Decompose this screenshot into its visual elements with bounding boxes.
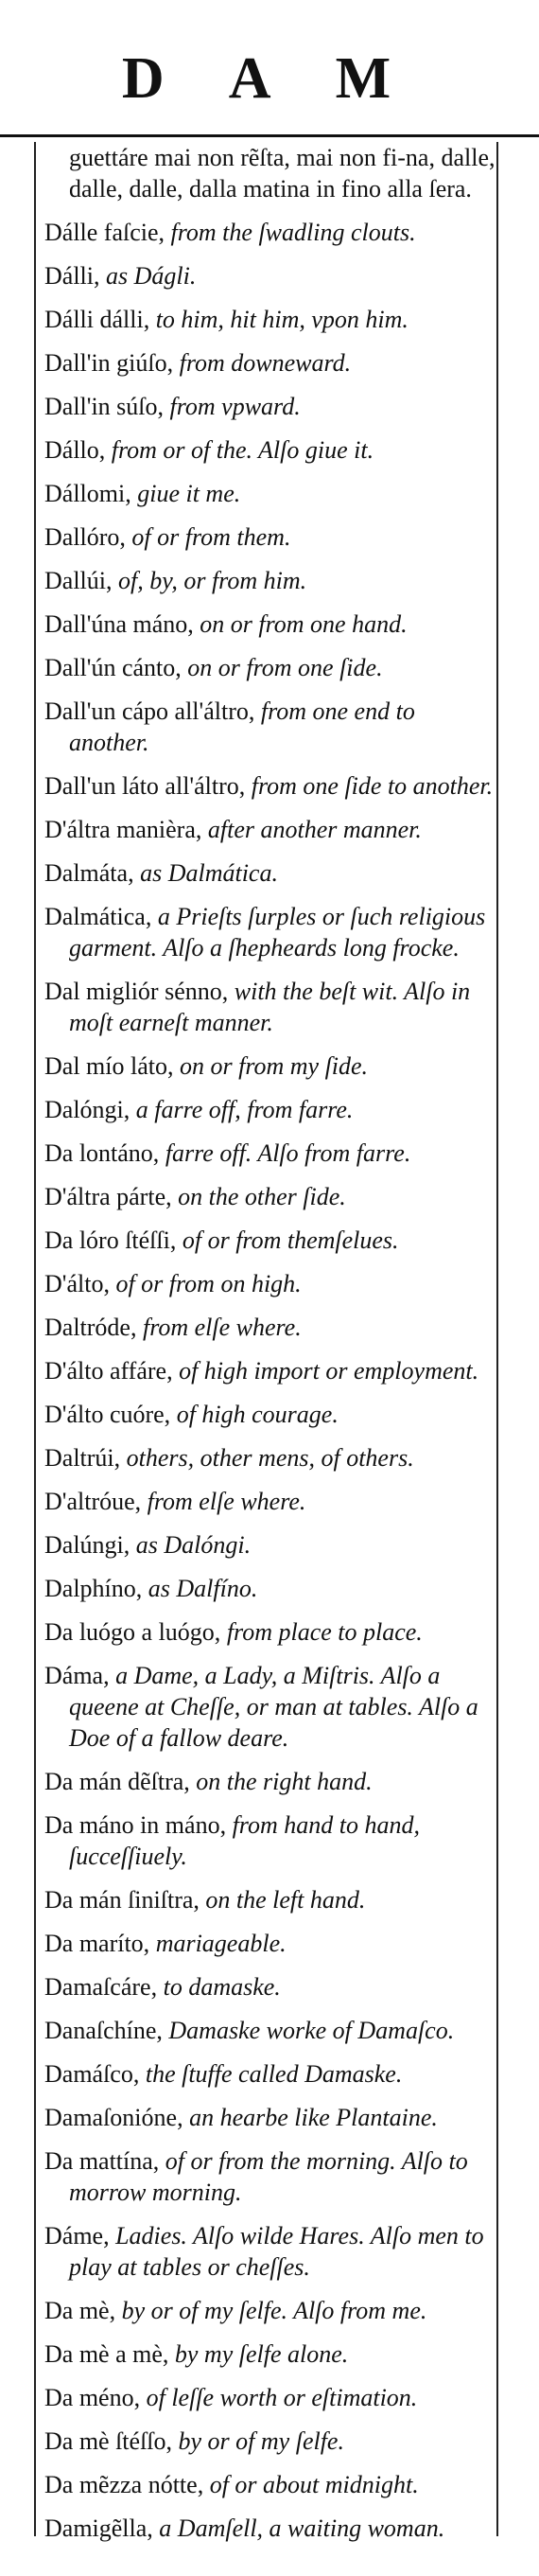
dictionary-entry (44, 609, 496, 640)
entry-definition: a Damſell, a waiting woman. (159, 2514, 445, 2542)
dictionary-entry (44, 2015, 496, 2046)
entry-headword: Dal migliór sénno, (44, 978, 229, 1005)
entry-headword: Da máno in máno, (44, 1811, 227, 1839)
dictionary-entry (44, 1094, 496, 1125)
entry-definition: a Dame, a Lady, a Miſtris. Alſo a queene at Cheſſe, or man at tables. Alſo a Doe of a fallow deare. (69, 1662, 478, 1752)
entry-headword: Da mẽzza nótte, (44, 2471, 204, 2498)
entry-headword: Dallúi, (44, 567, 113, 594)
dictionary-entry (44, 1050, 496, 1082)
entry-definition: from downeward. (179, 349, 352, 377)
entry-definition: of or from on high. (115, 1270, 302, 1297)
entry-definition: of, by, or from him. (118, 567, 307, 594)
entry-definition: to damaske. (163, 1973, 281, 2001)
entry-definition: from elſe where. (142, 1314, 302, 1341)
dictionary-entry (44, 1529, 496, 1561)
entry-definition: from one end to another. (69, 697, 415, 756)
dictionary-entry (44, 2469, 496, 2500)
dictionary-entry (44, 260, 496, 291)
dictionary-entry (44, 391, 496, 422)
entry-definition: farre off. Alſo from farre. (165, 1139, 411, 1167)
entry-definition: from vpward. (169, 393, 301, 420)
dictionary-entry (44, 2382, 496, 2413)
dictionary-entry (44, 2295, 496, 2326)
dictionary-entry (44, 2338, 496, 2370)
entry-definition: from or of the. Alſo giue it. (111, 436, 374, 464)
entry-definition: as Dalóngi. (135, 1531, 252, 1559)
entry-definition: giue it me. (137, 480, 241, 507)
entry-headword: Damigẽlla, (44, 2514, 153, 2542)
entry-definition: on or from one hand. (200, 610, 408, 638)
dictionary-entry (44, 770, 496, 802)
entry-headword: D'álto, (44, 1270, 110, 1297)
dictionary-entry (44, 696, 496, 758)
entry-headword: D'álto affáre, (44, 1357, 173, 1385)
entry-definition: of or from themſelues. (182, 1226, 399, 1254)
dictionary-entry (44, 347, 496, 379)
entry-definition: with the beſt wit. Alſo in moſt earneſt manner. (69, 978, 471, 1036)
dictionary-entry (44, 1971, 496, 2003)
entry-definition: of or about midnight. (209, 2471, 419, 2498)
entry-definition: of or from the morning. Alſo to morrow morning. (69, 2147, 468, 2206)
dictionary-entry (44, 1181, 496, 1212)
entry-headword: Da mè ſtéſſo, (44, 2427, 173, 2455)
column-rule-left (34, 142, 36, 2536)
dictionary-entry (44, 521, 496, 553)
entry-headword: Dall'un láto all'áltro, (44, 772, 246, 800)
entry-headword: Dall'úna máno, (44, 610, 194, 638)
entry-headword: Dálli dálli, (44, 306, 150, 333)
entry-definition: of leſſe worth or eſtimation. (146, 2384, 418, 2411)
entry-headword: Dall'ún cánto, (44, 654, 182, 681)
entry-definition: on the left hand. (205, 1886, 366, 1914)
entry-headword: Da mattína, (44, 2147, 160, 2175)
dictionary-entry (44, 857, 496, 889)
entry-headword: Da lóro ſtéſſi, (44, 1226, 177, 1254)
entry-definition: from place to place. (226, 1618, 423, 1646)
dictionary-entry (44, 478, 496, 509)
entry-headword: Da mè a mè, (44, 2340, 169, 2368)
entry-definition: as Dágli. (106, 262, 197, 290)
entry-definition: by or of my ſelfe. (178, 2427, 344, 2455)
entry-definition: from the ſwadling clouts. (170, 219, 416, 246)
entry-headword: Dáma, (44, 1662, 110, 1689)
dictionary-entry (44, 1486, 496, 1517)
entry-definition: of or from them. (131, 523, 291, 551)
dictionary-entry (44, 217, 496, 248)
entry-headword: Da maríto, (44, 1930, 150, 1957)
entry-headword: Da mán ſiniſtra, (44, 1886, 200, 1914)
entry-definition: Damaske worke of Damaſco. (168, 2017, 455, 2044)
dictionary-entry (44, 1660, 496, 1754)
page-header-title: D A M (121, 46, 418, 111)
dictionary-entry (44, 814, 496, 845)
dictionary-entry (44, 1442, 496, 1473)
column-rule-right (496, 142, 498, 2536)
entry-headword: Dállo, (44, 436, 106, 464)
dictionary-entry (44, 1399, 496, 1430)
dictionary-entry (44, 304, 496, 335)
entry-headword: Da méno, (44, 2384, 141, 2411)
entry-definition: an hearbe like Plantaine. (189, 2104, 438, 2131)
entry-headword: Dalmática, (44, 903, 152, 930)
entry-headword: Daltróde, (44, 1314, 137, 1341)
entry-headword: Dal mío láto, (44, 1052, 174, 1080)
entry-definition: after another manner. (207, 816, 422, 843)
entry-headword: Dalúngi, (44, 1531, 130, 1559)
dictionary-entry (44, 1355, 496, 1386)
entry-headword: Dall'un cápo all'áltro, (44, 697, 255, 725)
dictionary-entry (44, 901, 496, 963)
dictionary-entry (44, 976, 496, 1038)
dictionary-entry (44, 2102, 496, 2133)
entry-list (44, 142, 496, 2544)
entry-definition: others, other mens, of others. (126, 1444, 414, 1472)
entry-column (44, 142, 496, 2556)
dictionary-entry (44, 142, 496, 204)
dictionary-entry (44, 1616, 496, 1648)
entry-headword: Dall'in súſo, (44, 393, 165, 420)
dictionary-entry (44, 1809, 496, 1872)
dictionary-entry (44, 1928, 496, 1959)
dictionary-entry (44, 1884, 496, 1915)
entry-headword: Da mán dẽſtra, (44, 1768, 190, 1795)
dictionary-entry (44, 565, 496, 596)
dictionary-entry (44, 2220, 496, 2283)
entry-headword: Dall'in giúſo, (44, 349, 174, 377)
entry-definition: as Dalmática. (140, 859, 278, 887)
entry-headword: Dallóro, (44, 523, 126, 551)
dictionary-entry (44, 1573, 496, 1604)
entry-headword: Dalphíno, (44, 1575, 143, 1602)
entry-definition: the ſtuffe called Damaske. (145, 2060, 403, 2088)
entry-definition: from hand to hand, ſucceſſiuely. (69, 1811, 420, 1870)
dictionary-entry (44, 2426, 496, 2457)
entry-definition: from elſe where. (147, 1488, 306, 1515)
dictionary-entry (44, 652, 496, 683)
dictionary-entry (44, 1138, 496, 1169)
entry-headword: Dállomi, (44, 480, 131, 507)
entry-definition: a farre off, from farre. (135, 1096, 354, 1123)
entry-definition: by or of my ſelfe. Alſo from me. (121, 2297, 427, 2324)
entry-definition: a Prieſts ſurples or ſuch religious garment. Alſo a ſhepheards long frocke. (69, 903, 486, 962)
entry-headword: Damaſonióne, (44, 2104, 183, 2131)
entry-definition: on or from my ſide. (179, 1052, 369, 1080)
entry-definition: to him, hit him, vpon him. (155, 306, 409, 333)
entry-headword: D'altróue, (44, 1488, 142, 1515)
entry-definition: from one ſide to another. (251, 772, 494, 800)
entry-headword: Damáſco, (44, 2060, 140, 2088)
entry-headword: D'áltra párte, (44, 1183, 172, 1210)
entry-definition: on the other ſide. (178, 1183, 346, 1210)
entry-headword: D'áltra manièra, (44, 816, 202, 843)
dictionary-entry (44, 1766, 496, 1797)
entry-headword: Daltrúi, (44, 1444, 121, 1472)
dictionary-entry (44, 2513, 496, 2544)
entry-definition: Ladies. Alſo wilde Hares. Alſo men to play at tables or cheſſes. (69, 2222, 484, 2281)
entry-headword: Dálle faſcie, (44, 219, 165, 246)
entry-definition: of high courage. (176, 1401, 339, 1428)
entry-headword: Dáme, (44, 2222, 110, 2250)
dictionary-entry (44, 2145, 496, 2208)
entry-headword: Da lontáno, (44, 1139, 160, 1167)
dictionary-entry (44, 2058, 496, 2090)
entry-headword: Damaſcáre, (44, 1973, 158, 2001)
entry-headword: Dalmáta, (44, 859, 134, 887)
entry-definition: on the right hand. (196, 1768, 373, 1795)
entry-headword: Dalóngi, (44, 1096, 130, 1123)
entry-headword: guettáre mai non rẽſta, mai non fi-na, dalle, dalle, dalle, dalla matina in fino alla ſera. (69, 144, 496, 203)
entry-definition: of high import or employment. (179, 1357, 479, 1385)
entry-definition: mariageable. (155, 1930, 287, 1957)
entry-headword: D'álto cuóre, (44, 1401, 171, 1428)
entry-headword: Da luógo a luógo, (44, 1618, 221, 1646)
dictionary-entry (44, 1268, 496, 1299)
entry-definition: on or from one ſide. (187, 654, 383, 681)
dictionary-entry (44, 1312, 496, 1343)
header-rule (0, 134, 539, 137)
entry-headword: Da mè, (44, 2297, 116, 2324)
dictionary-entry (44, 1225, 496, 1256)
dictionary-entry (44, 434, 496, 466)
entry-definition: as Dalfíno. (148, 1575, 258, 1602)
entry-definition: by my ſelfe alone. (174, 2340, 349, 2368)
entry-headword: Dálli, (44, 262, 100, 290)
entry-headword: Danaſchíne, (44, 2017, 163, 2044)
